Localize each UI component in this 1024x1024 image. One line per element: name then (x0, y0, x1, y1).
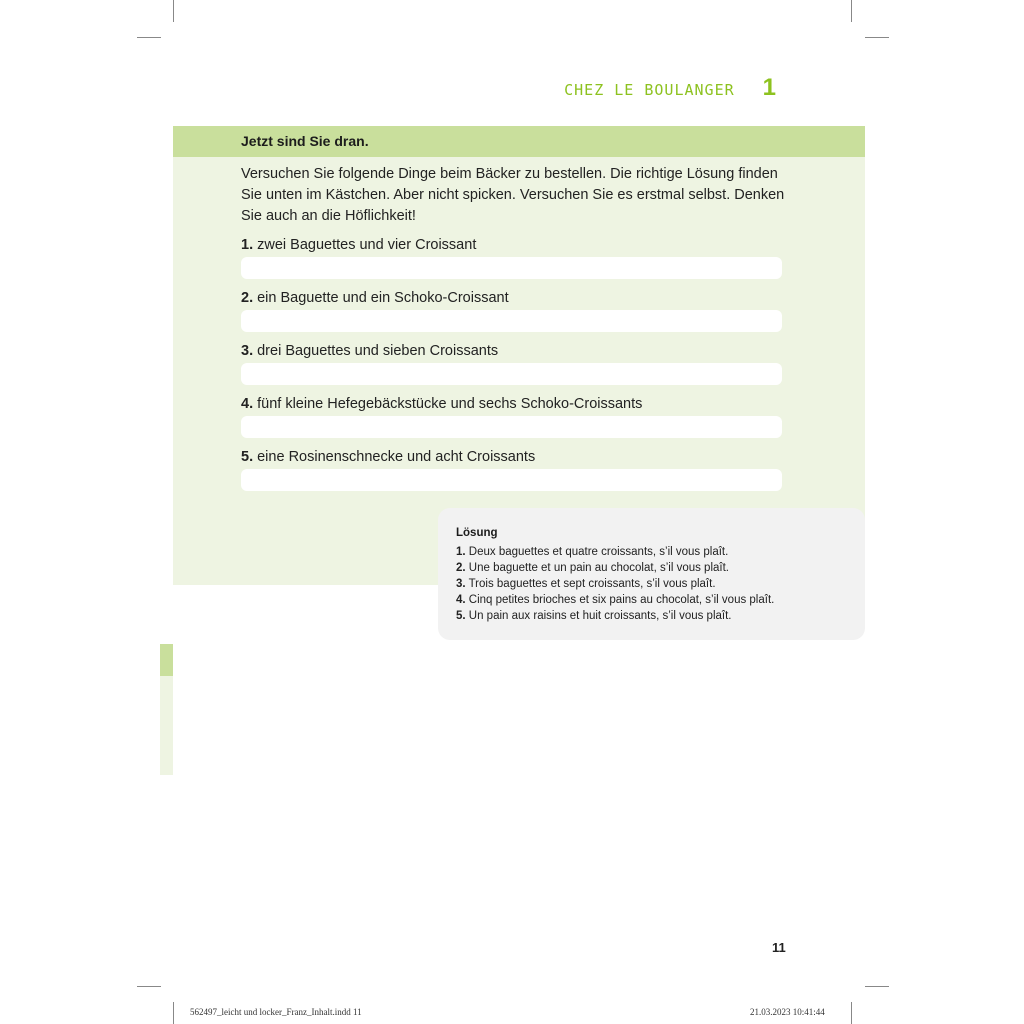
crop-mark (865, 37, 889, 38)
task-number: 3. (241, 343, 254, 359)
slug-file: 562497_leicht und locker_Franz_Inhalt.indd 11 (190, 1007, 362, 1017)
answer-field-1[interactable] (241, 257, 782, 279)
crop-mark (851, 1002, 852, 1024)
answer-field-5[interactable] (241, 469, 782, 491)
task-text: eine Rosinenschnecke und acht Croissants (253, 449, 536, 465)
task-text: zwei Baguettes und vier Croissant (253, 237, 477, 253)
solution-number: 3. (456, 578, 466, 590)
answer-field-2[interactable] (241, 310, 782, 332)
solution-box (438, 508, 865, 640)
page-number: 11 (772, 940, 786, 955)
crop-mark (173, 1002, 174, 1024)
task-number: 5. (241, 449, 254, 465)
side-tab-band (160, 676, 173, 775)
side-tab-marker (160, 644, 173, 676)
exercise-header (173, 126, 865, 157)
task-text: drei Baguettes und sieben Croissants (253, 343, 499, 359)
task-label (241, 237, 476, 253)
exercise-heading: Jetzt sind Sie dran. (241, 133, 369, 149)
solution-text: Deux baguettes et quatre croissants, s’il vous plaît. (465, 546, 729, 558)
solution-item (456, 576, 774, 592)
answer-field-3[interactable] (241, 363, 782, 385)
task-label (241, 290, 509, 306)
task-number: 4. (241, 396, 254, 412)
solution-text: Une baguette et un pain au chocolat, s’il vous plaît. (465, 562, 729, 574)
task-number: 2. (241, 290, 254, 306)
task-label (241, 343, 498, 359)
task-label (241, 396, 642, 412)
solution-item (456, 592, 774, 608)
task-number: 1. (241, 237, 254, 253)
solution-number: 4. (456, 594, 466, 606)
exercise-intro: Versuchen Sie folgende Dinge beim Bäcker zu bestellen. Die richtige Lösung finden Sie unten im Kästchen. Aber nicht spicken. Versuchen Sie es erstmal selbst. Denken Sie auch an die Höflichkeit! (241, 166, 785, 224)
chapter-heading (564, 74, 776, 102)
crop-mark (137, 37, 161, 38)
solution-list (456, 544, 774, 624)
chapter-title: CHEZ LE BOULANGER (564, 81, 735, 99)
crop-mark (851, 0, 852, 22)
crop-mark (173, 0, 174, 22)
solution-item (456, 608, 774, 624)
answer-field-4[interactable] (241, 416, 782, 438)
solution-number: 1. (456, 546, 466, 558)
slug-timestamp: 21.03.2023 10:41:44 (750, 1007, 825, 1017)
solution-text: Trois baguettes et sept croissants, s’il vous plaît. (465, 578, 716, 590)
solution-item (456, 544, 774, 560)
solution-text: Cinq petites brioches et six pains au chocolat, s’il vous plaît. (465, 594, 775, 606)
solution-text: Un pain aux raisins et huit croissants, s’il vous plaît. (465, 610, 732, 622)
chapter-number: 1 (762, 74, 776, 101)
task-text: fünf kleine Hefegebäckstücke und sechs Schoko-Croissants (253, 396, 643, 412)
task-text: ein Baguette und ein Schoko-Croissant (253, 290, 509, 306)
crop-mark (137, 986, 161, 987)
solution-number: 2. (456, 562, 466, 574)
crop-mark (865, 986, 889, 987)
task-label (241, 449, 535, 465)
solution-title: Lösung (456, 527, 498, 539)
solution-item (456, 560, 774, 576)
solution-number: 5. (456, 610, 466, 622)
